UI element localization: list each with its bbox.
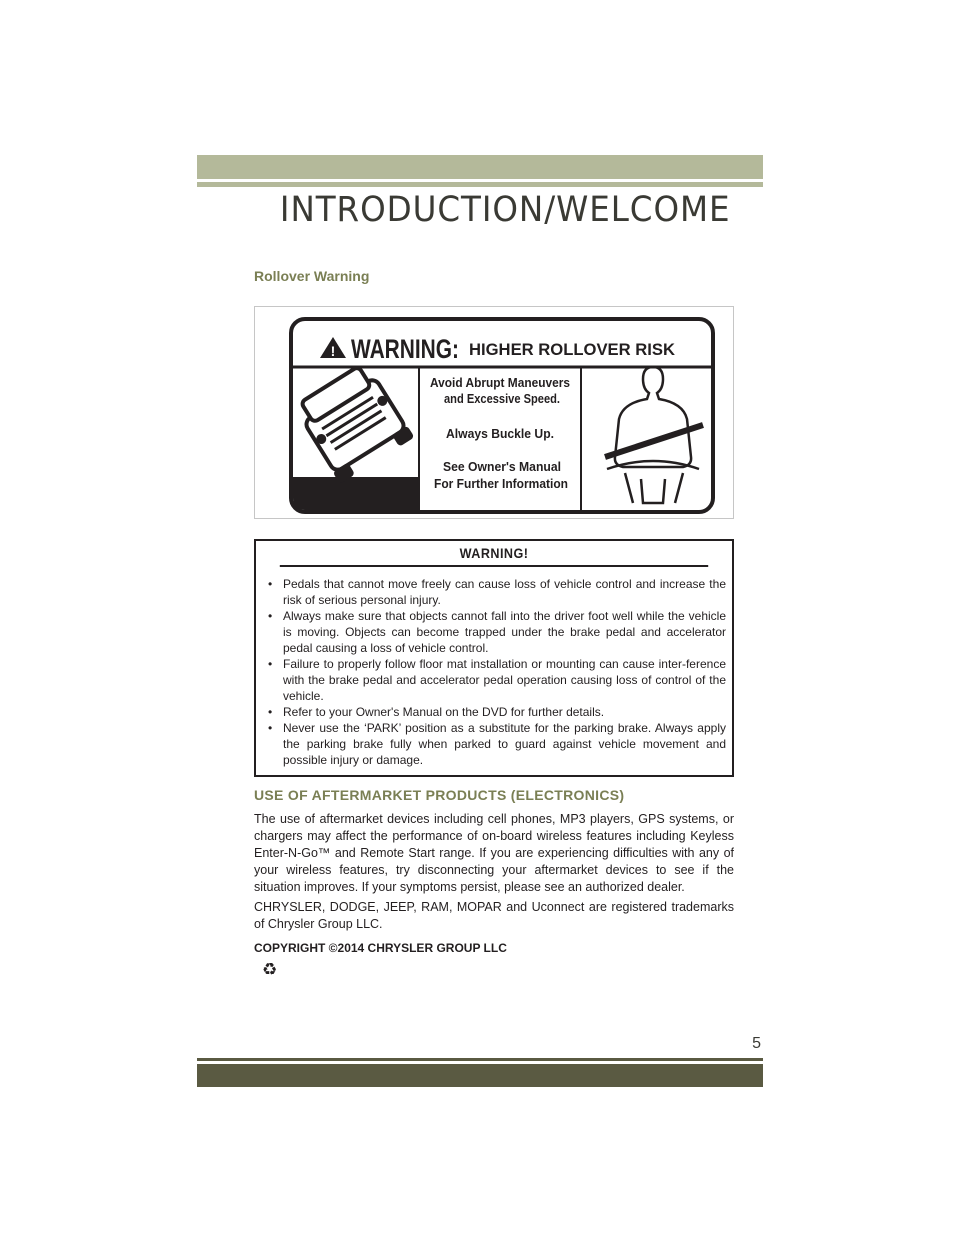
alert-exclamation: ! bbox=[330, 343, 336, 359]
recycle-icon: ♻ bbox=[262, 960, 278, 979]
page-number: 5 bbox=[752, 1035, 761, 1052]
label-line-3: Always Buckle Up. bbox=[446, 426, 554, 441]
warning-item: • Always make sure that objects cannot fall into the driver foot well while the vehicle is moving. Objects can become trapped under the brake pedal and accelerator pedal causing a loss of vehicle control. bbox=[266, 608, 726, 656]
rollover-subheading: Rollover Warning bbox=[254, 268, 370, 284]
footer-bar bbox=[197, 1064, 763, 1087]
rollover-label-graphic bbox=[255, 307, 735, 520]
label-line-5: For Further Information bbox=[434, 476, 569, 491]
label-line-1: Avoid Abrupt Maneuvers bbox=[430, 375, 570, 390]
warning-item: • Never use the ‘PARK’ position as a substitute for the parking brake. Always apply the parking brake fully when parked to guard against vehicle movement and possible injury or damage. bbox=[266, 720, 726, 768]
label-line-2: and Excessive Speed. bbox=[444, 391, 560, 406]
label-title-main: WARNING: bbox=[351, 334, 459, 364]
warning-item: • Refer to your Owner's Manual on the DVD for further details. bbox=[266, 704, 726, 720]
trademark-paragraph: CHRYSLER, DODGE, JEEP, RAM, MOPAR and Uconnect are registered trademarks of Chrysler Group LLC. bbox=[254, 900, 734, 931]
warning-item: • Failure to properly follow floor mat installation or mounting can cause inter-ference with the brake pedal and accelerator pedal operation causing loss of control of the vehicle. bbox=[266, 656, 726, 704]
rollover-warning-label bbox=[254, 306, 734, 519]
header-rule bbox=[197, 182, 763, 187]
label-title-sub: HIGHER ROLLOVER RISK bbox=[469, 340, 676, 359]
warning-list bbox=[256, 567, 732, 768]
section-title: INTRODUCTION/WELCOME bbox=[280, 190, 731, 230]
pedal-warning-box bbox=[254, 539, 734, 777]
warning-box-title: WARNING! bbox=[280, 541, 708, 567]
header-bar bbox=[197, 155, 763, 179]
aftermarket-paragraph: The use of aftermarket devices including cell phones, MP3 players, GPS systems, or chargers may affect the performance of on-board wireless features including Keyless Enter-N-Go™ and Remote Start range. If you are experiencing difficulties with any of your wireless features, try disconnecting your aftermarket devices to see if the situation improves. If your symptoms persist, please see an authorized dealer. bbox=[254, 812, 734, 894]
label-line-4: See Owner's Manual bbox=[443, 459, 561, 474]
warning-item: • Pedals that cannot move freely can cause loss of vehicle control and increase the risk of serious personal injury. bbox=[266, 576, 726, 608]
footer-rule bbox=[197, 1058, 763, 1061]
aftermarket-heading: USE OF AFTERMARKET PRODUCTS (ELECTRONICS) bbox=[254, 787, 625, 803]
copyright-notice: COPYRIGHT ©2014 CHRYSLER GROUP LLC bbox=[254, 941, 507, 955]
